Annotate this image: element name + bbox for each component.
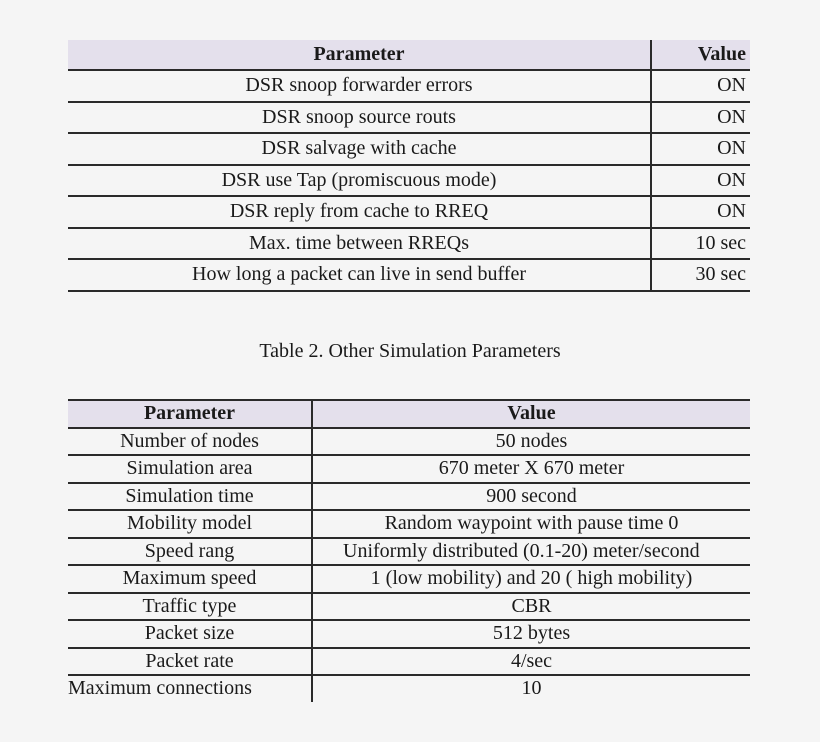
parameter-cell: DSR snoop source routs (68, 102, 651, 134)
value-cell: Random waypoint with pause time 0 (312, 510, 750, 538)
header-value: Value (312, 400, 750, 428)
parameter-cell: Packet size (68, 620, 312, 648)
value-cell: ON (651, 196, 750, 228)
table-row (68, 228, 750, 260)
table-row (68, 133, 750, 165)
table-row (68, 483, 750, 511)
parameter-cell: DSR salvage with cache (68, 133, 651, 165)
header-value: Value (651, 40, 750, 70)
table-row (68, 70, 750, 102)
table-row (68, 675, 750, 702)
table-row (68, 455, 750, 483)
parameter-cell: Maximum connections (68, 677, 252, 700)
parameter-cell: DSR reply from cache to RREQ (68, 196, 651, 228)
value-cell: 4/sec (312, 648, 750, 676)
parameter-cell: Traffic type (68, 593, 312, 621)
value-cell: ON (651, 133, 750, 165)
value-cell: 50 nodes (312, 428, 750, 456)
value-cell: 900 second (312, 483, 750, 511)
dsr-parameters-table (68, 40, 750, 292)
table-row (68, 538, 750, 566)
parameter-cell: Packet rate (68, 648, 312, 676)
value-cell: Uniformly distributed (0.1-20) meter/second (312, 538, 750, 566)
header-parameter: Parameter (68, 40, 651, 70)
parameter-cell: Max. time between RREQs (68, 228, 651, 260)
parameter-cell: Number of nodes (68, 428, 312, 456)
value-cell: 512 bytes (312, 620, 750, 648)
table-row (68, 259, 750, 291)
parameter-cell: DSR snoop forwarder errors (68, 70, 651, 102)
value-cell: ON (651, 102, 750, 134)
table-row (68, 648, 750, 676)
parameter-cell: Simulation area (68, 455, 312, 483)
table-row (68, 165, 750, 197)
parameter-cell: Simulation time (68, 483, 312, 511)
table-row (68, 428, 750, 456)
table-row (68, 196, 750, 228)
table-row (68, 565, 750, 593)
parameter-cell: How long a packet can live in send buffer (68, 259, 651, 291)
value-cell: ON (651, 165, 750, 197)
value-cell: 670 meter X 670 meter (312, 455, 750, 483)
table-caption: Table 2. Other Simulation Parameters (259, 340, 561, 362)
value-cell: 10 sec (651, 228, 750, 260)
simulation-parameters-table (68, 399, 750, 702)
parameter-cell: DSR use Tap (promiscuous mode) (68, 165, 651, 197)
parameter-cell: Speed rang (68, 538, 312, 566)
table-header-row (68, 40, 750, 70)
table-header-row (68, 400, 750, 428)
value-cell: 10 (312, 675, 750, 702)
table-row (68, 620, 750, 648)
value-cell: ON (651, 70, 750, 102)
table-row (68, 102, 750, 134)
table-row (68, 510, 750, 538)
parameter-cell: Maximum speed (68, 565, 312, 593)
value-cell: 1 (low mobility) and 20 ( high mobility) (312, 565, 750, 593)
value-cell: CBR (312, 593, 750, 621)
value-cell: 30 sec (651, 259, 750, 291)
parameter-cell: Mobility model (68, 510, 312, 538)
table-row (68, 593, 750, 621)
header-parameter: Parameter (68, 400, 312, 428)
